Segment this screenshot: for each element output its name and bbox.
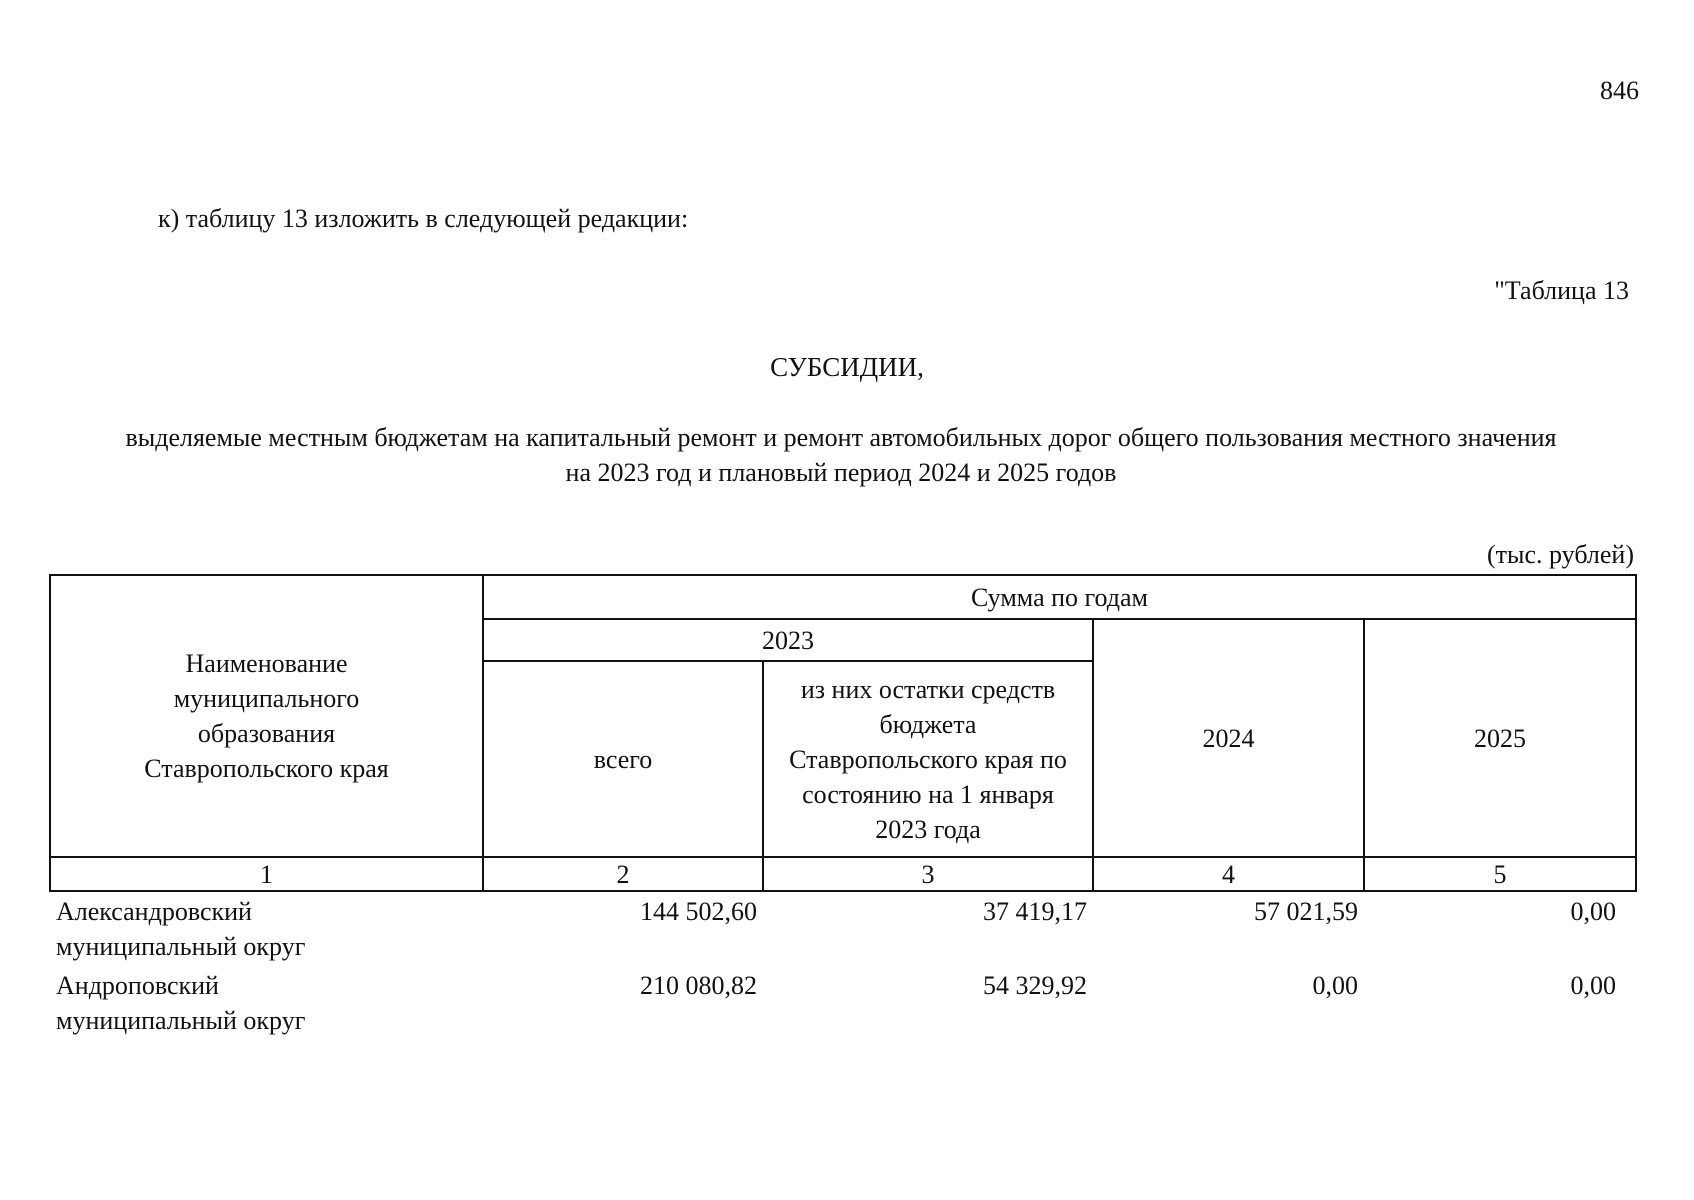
header-remainder-line: 2023 года (875, 814, 981, 844)
intro-text: к) таблицу 13 изложить в следующей редакции: (158, 204, 689, 233)
header-remainder-line: состоянию на 1 января (802, 779, 1054, 809)
header-municipality-line: образования (197, 719, 336, 748)
value-2024: 0,00 (1312, 971, 1358, 1000)
column-number: 1 (50, 857, 483, 891)
municipality-name (50, 891, 483, 966)
total-2023: 210 080,82 (640, 971, 757, 1000)
municipality-name-line: Александровский (56, 897, 252, 926)
header-total: всего (483, 661, 763, 857)
municipality-name-line: муниципальный округ (56, 932, 306, 961)
table-row (50, 966, 1636, 1040)
value-2024: 57 021,59 (1254, 897, 1358, 926)
document-subtitle (40, 420, 1642, 490)
document-title: СУБСИДИИ, (770, 352, 924, 382)
subtitle-line-2: на 2023 год и плановый период 2024 и 2025 годов (565, 458, 1117, 487)
header-remainder-line: Ставропольского края по (789, 744, 1067, 774)
column-number: 3 (763, 857, 1093, 891)
municipality-name (50, 966, 483, 1040)
page-number: 846 (1600, 76, 1639, 105)
units-label: (тыс. рублей) (1486, 540, 1634, 569)
header-municipality (50, 575, 483, 857)
remainder-2023: 54 329,92 (983, 971, 1087, 1000)
header-year-2024: 2024 (1093, 619, 1364, 857)
column-number: 2 (483, 857, 763, 891)
value-2025: 0,00 (1570, 971, 1616, 1000)
header-year-2025: 2025 (1364, 619, 1636, 857)
municipality-name-line: Андроповский (56, 971, 219, 1000)
header-year-2023: 2023 (483, 619, 1093, 661)
header-municipality-line: муниципального (173, 684, 360, 713)
remainder-2023: 37 419,17 (983, 897, 1087, 926)
subtitle-line-1: выделяемые местным бюджетам на капитальный ремонт и ремонт автомобильных дорог общего пользования местного значения (125, 423, 1557, 452)
column-number: 5 (1364, 857, 1636, 891)
header-sum-by-years: Сумма по годам (483, 575, 1636, 619)
header-remainder-line: из них остатки средств (800, 674, 1056, 704)
municipality-name-line: муниципальный округ (56, 1006, 306, 1035)
header-remainder (763, 661, 1093, 857)
subsidies-table (49, 574, 1637, 1040)
table-row (50, 891, 1636, 966)
header-municipality-line: Ставропольского края (144, 754, 389, 783)
total-2023: 144 502,60 (640, 897, 757, 926)
table-label: "Таблица 13 (1494, 276, 1629, 305)
column-number: 4 (1093, 857, 1364, 891)
value-2025: 0,00 (1570, 897, 1616, 926)
header-remainder-line: бюджета (879, 709, 977, 739)
header-municipality-line: Наименование (185, 649, 348, 678)
